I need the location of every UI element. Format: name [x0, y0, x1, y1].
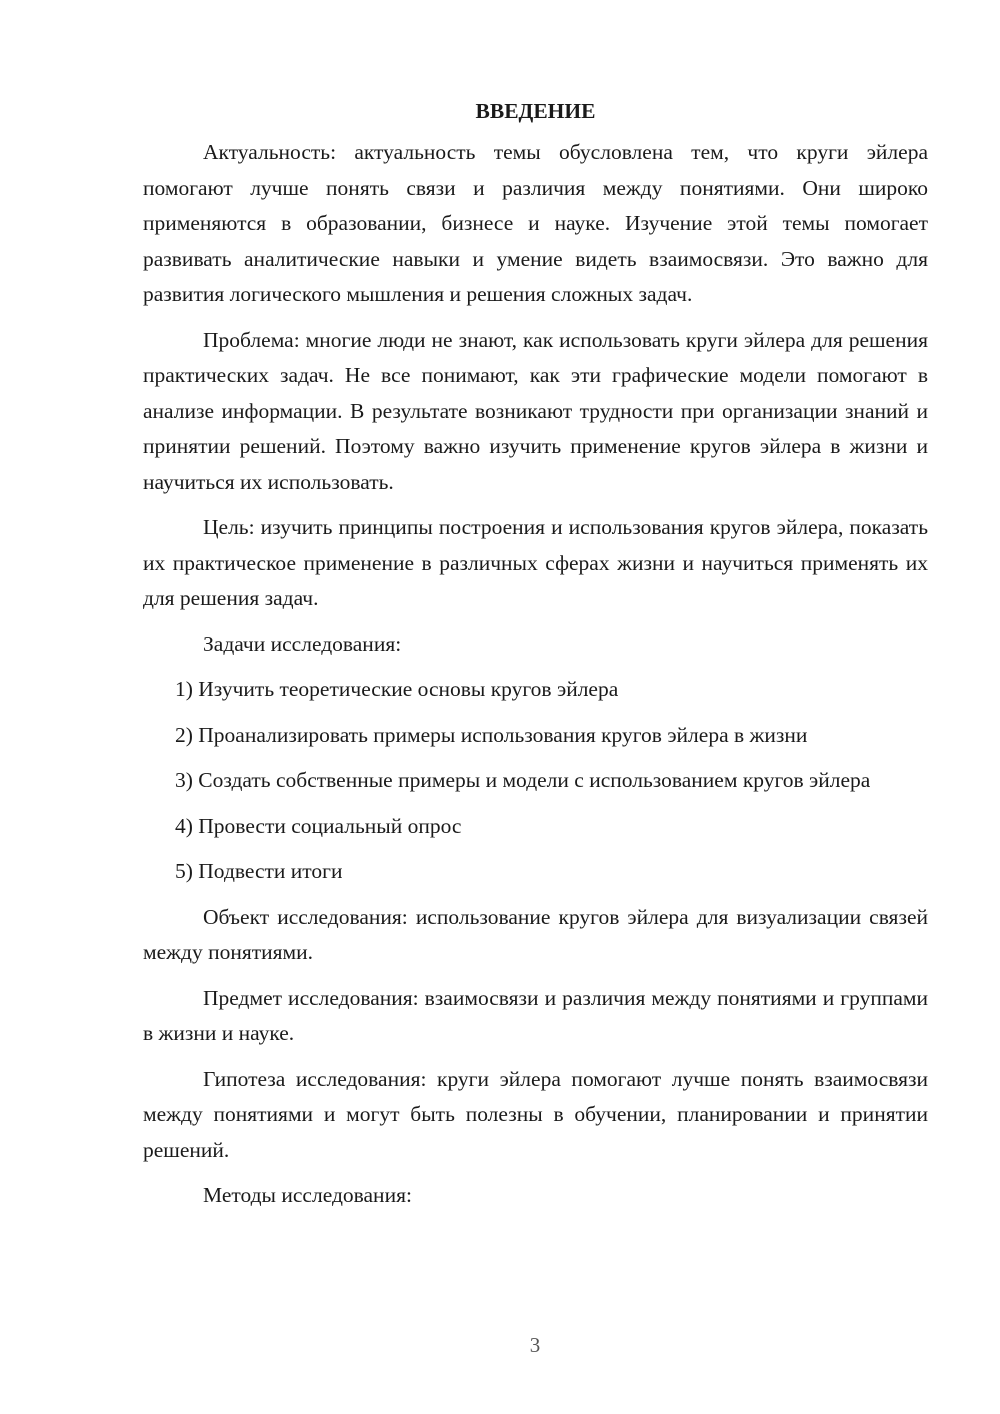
- task-item-3: 3) Создать собственные примеры и модели с использованием кругов эйлера: [175, 768, 871, 792]
- paragraph-object: Объект исследования: использование кругов эйлера для визуализации связей между понятиями.: [143, 904, 928, 964]
- task-item-2: 2) Проанализировать примеры использования кругов эйлера в жизни: [175, 722, 808, 747]
- methods-label: Методы исследования:: [203, 1183, 412, 1207]
- page-title: ВВЕДЕНИЕ: [475, 99, 596, 123]
- paragraph-relevance: Актуальность: актуальность темы обусловлена тем, что круги эйлера помогают лучше понять связи и различия между понятиями. Они широко применяются в образовании, бизнесе и науке. Изучение этой темы помогает развивать аналитические навыки и умение видеть взаимосвязи. Это важно для развития логического мышления и решения сложных задач.: [143, 140, 928, 306]
- paragraph-problem: Проблема: многие люди не знают, как использовать круги эйлера для решения практических задач. Не все понимают, как эти графические модели помогают в анализе информации. В результате возникают трудности при организации знаний и принятии решений. Поэтому важно изучить применение кругов эйлера в жизни и научиться их использовать.: [143, 327, 928, 494]
- task-item-5: 5) Подвести итоги: [175, 859, 343, 883]
- paragraph-subject: Предмет исследования: взаимосвязи и различия между понятиями и группами в жизни и науке.: [143, 985, 928, 1045]
- paragraph-hypothesis: Гипотеза исследования: круги эйлера помогают лучше понять взаимосвязи между понятиями и могут быть полезны в обучении, планировании и принятии решений.: [143, 1066, 928, 1162]
- tasks-label: Задачи исследования:: [203, 631, 402, 656]
- paragraph-goal: Цель: изучить принципы построения и использования кругов эйлера, показать их практическое применение в различных сферах жизни и научиться применять их для решения задач.: [143, 515, 928, 610]
- page-number: 3: [529, 1333, 541, 1357]
- task-item-4: 4) Провести социальный опрос: [175, 813, 462, 838]
- task-item-1: 1) Изучить теоретические основы кругов эйлера: [175, 677, 619, 701]
- document-page: [143, 96, 928, 1224]
